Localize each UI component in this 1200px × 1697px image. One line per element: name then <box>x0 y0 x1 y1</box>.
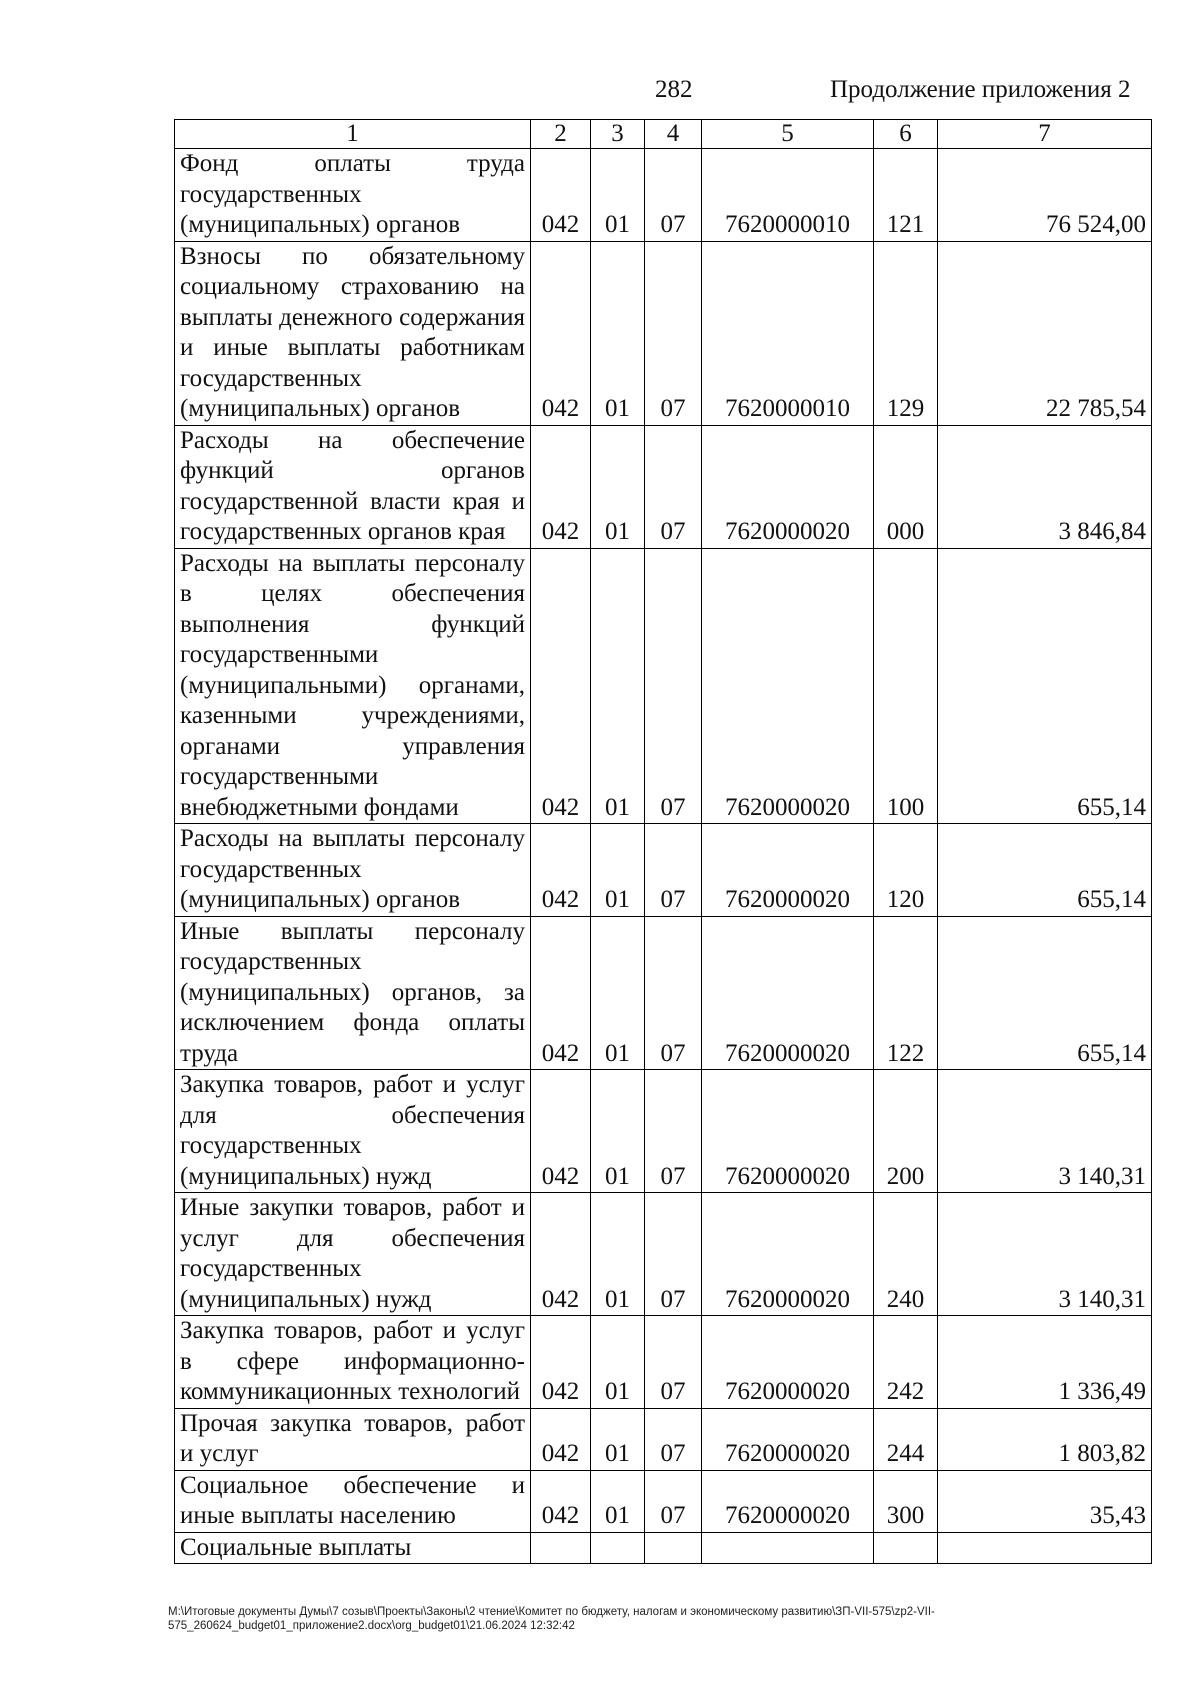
code-cell-6: 240 <box>874 1193 938 1316</box>
code-cell-2: 042 <box>531 241 591 425</box>
code-cell-3: 01 <box>591 425 645 548</box>
code-cell-4: 07 <box>645 425 702 548</box>
row-name-cell: Закупка товаров, работ и услуг в сфере информационно-коммуникационных технологий <box>175 1316 531 1409</box>
code-cell-4: 07 <box>645 149 702 242</box>
table-row <box>175 1193 1152 1316</box>
code-cell-4: 07 <box>645 1193 702 1316</box>
code-cell-4: 07 <box>645 548 702 824</box>
amount-cell: 35,43 <box>938 1470 1152 1532</box>
code-cell-4: 07 <box>645 1470 702 1532</box>
budget-table <box>174 119 1152 1564</box>
code-cell-5: 7620000010 <box>702 149 874 242</box>
code-cell-6: 122 <box>874 916 938 1070</box>
code-cell-5: 7620000020 <box>702 824 874 917</box>
code-cell-4: 07 <box>645 1408 702 1470</box>
appendix-continuation-caption: Продолжение приложения 2 <box>830 76 1131 103</box>
table-row <box>175 548 1152 824</box>
code-cell-3: 01 <box>591 824 645 917</box>
code-cell-2: 042 <box>531 1408 591 1470</box>
row-name-cell: Социальное обеспечение и иные выплаты населению <box>175 1470 531 1532</box>
code-cell-6: 244 <box>874 1408 938 1470</box>
footer-path-line-1: M:\Итоговые документы Думы\7 созыв\Проекты\Законы\2 чтение\Комитет по бюджету, налогам и экономическому развитию\ЗП-VII-575\zp2-VII- <box>168 1606 935 1618</box>
table-row <box>175 149 1152 242</box>
code-cell-2: 042 <box>531 1070 591 1193</box>
table-row <box>175 916 1152 1070</box>
code-cell-4: 07 <box>645 1070 702 1193</box>
code-cell-3: 01 <box>591 241 645 425</box>
table-row <box>175 1408 1152 1470</box>
row-name-cell: Расходы на обеспечение функций органов государственной власти края и государственных органов края <box>175 425 531 548</box>
code-cell-5: 7620000020 <box>702 1193 874 1316</box>
code-cell-5: 7620000020 <box>702 1316 874 1409</box>
row-name-cell: Социальные выплаты <box>175 1532 531 1564</box>
row-name-cell: Закупка товаров, работ и услуг для обеспечения государственных (муниципальных) нужд <box>175 1070 531 1193</box>
code-cell-2 <box>531 1532 591 1564</box>
code-cell-2: 042 <box>531 548 591 824</box>
table-row <box>175 824 1152 917</box>
code-cell-2: 042 <box>531 425 591 548</box>
amount-cell: 1 336,49 <box>938 1316 1152 1409</box>
code-cell-5: 7620000020 <box>702 1470 874 1532</box>
column-header: 4 <box>645 120 702 149</box>
table-row <box>175 425 1152 548</box>
table-row <box>175 241 1152 425</box>
amount-cell: 655,14 <box>938 916 1152 1070</box>
code-cell-3: 01 <box>591 149 645 242</box>
amount-cell: 3 140,31 <box>938 1070 1152 1193</box>
code-cell-3 <box>591 1532 645 1564</box>
code-cell-6: 242 <box>874 1316 938 1409</box>
code-cell-4: 07 <box>645 916 702 1070</box>
code-cell-2: 042 <box>531 824 591 917</box>
code-cell-3: 01 <box>591 1316 645 1409</box>
row-name-cell: Прочая закупка товаров, работ и услуг <box>175 1408 531 1470</box>
code-cell-3: 01 <box>591 1470 645 1532</box>
code-cell-2: 042 <box>531 916 591 1070</box>
code-cell-6: 000 <box>874 425 938 548</box>
amount-cell: 76 524,00 <box>938 149 1152 242</box>
amount-cell: 22 785,54 <box>938 241 1152 425</box>
code-cell-2: 042 <box>531 1316 591 1409</box>
code-cell-4: 07 <box>645 824 702 917</box>
table-row <box>175 1070 1152 1193</box>
column-header: 2 <box>531 120 591 149</box>
row-name-cell: Иные выплаты персоналу государственных (муниципальных) органов, за исключением фонда оплаты труда <box>175 916 531 1070</box>
code-cell-5: 7620000020 <box>702 1070 874 1193</box>
row-name-cell: Расходы на выплаты персоналу в целях обеспечения выполнения функций государственными (муниципальными) органами, казенными учреждениями, органами управления государственными внебюджетными фондами <box>175 548 531 824</box>
table-row <box>175 1470 1152 1532</box>
row-name-cell: Расходы на выплаты персоналу государственных (муниципальных) органов <box>175 824 531 917</box>
code-cell-6: 120 <box>874 824 938 917</box>
column-header: 3 <box>591 120 645 149</box>
code-cell-5: 7620000020 <box>702 916 874 1070</box>
page-number: 282 <box>655 76 693 103</box>
column-header: 1 <box>175 120 531 149</box>
column-header: 6 <box>874 120 938 149</box>
row-name-cell: Иные закупки товаров, работ и услуг для обеспечения государственных (муниципальных) нужд <box>175 1193 531 1316</box>
row-name-cell: Взносы по обязательному социальному страхованию на выплаты денежного содержания и иные выплаты работникам государственных (муниципальных) органов <box>175 241 531 425</box>
code-cell-4 <box>645 1532 702 1564</box>
column-number-row <box>175 120 1152 149</box>
code-cell-5: 7620000020 <box>702 548 874 824</box>
table-row <box>175 1316 1152 1409</box>
code-cell-3: 01 <box>591 548 645 824</box>
code-cell-3: 01 <box>591 1070 645 1193</box>
code-cell-5 <box>702 1532 874 1564</box>
code-cell-6: 121 <box>874 149 938 242</box>
code-cell-2: 042 <box>531 1470 591 1532</box>
code-cell-4: 07 <box>645 241 702 425</box>
document-path-footer <box>168 1605 1145 1633</box>
code-cell-6: 300 <box>874 1470 938 1532</box>
amount-cell: 655,14 <box>938 548 1152 824</box>
code-cell-6: 100 <box>874 548 938 824</box>
table-row <box>175 1532 1152 1564</box>
code-cell-3: 01 <box>591 916 645 1070</box>
code-cell-2: 042 <box>531 1193 591 1316</box>
amount-cell: 3 140,31 <box>938 1193 1152 1316</box>
code-cell-3: 01 <box>591 1193 645 1316</box>
footer-path-line-2: 575_260624_budget01_приложение2.docx\org_budget01\21.06.2024 12:32:42 <box>168 1620 575 1632</box>
code-cell-2: 042 <box>531 149 591 242</box>
code-cell-3: 01 <box>591 1408 645 1470</box>
amount-cell: 3 846,84 <box>938 425 1152 548</box>
code-cell-5: 7620000020 <box>702 1408 874 1470</box>
amount-cell: 655,14 <box>938 824 1152 917</box>
code-cell-6: 129 <box>874 241 938 425</box>
column-header: 5 <box>702 120 874 149</box>
code-cell-5: 7620000010 <box>702 241 874 425</box>
amount-cell <box>938 1532 1152 1564</box>
row-name-cell: Фонд оплаты труда государственных (муниципальных) органов <box>175 149 531 242</box>
code-cell-4: 07 <box>645 1316 702 1409</box>
amount-cell: 1 803,82 <box>938 1408 1152 1470</box>
column-header: 7 <box>938 120 1152 149</box>
code-cell-6: 200 <box>874 1070 938 1193</box>
code-cell-6 <box>874 1532 938 1564</box>
code-cell-5: 7620000020 <box>702 425 874 548</box>
